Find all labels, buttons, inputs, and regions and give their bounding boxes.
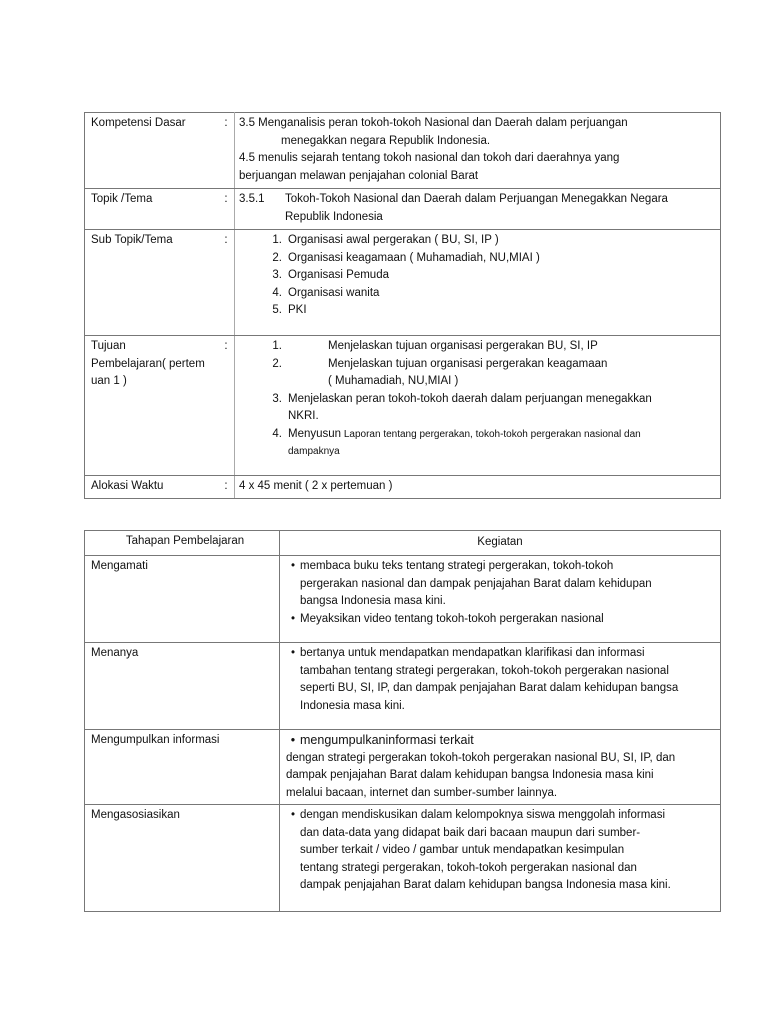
learning-activity-table [84,530,721,912]
activity-mengasosiasikan [280,805,721,912]
bullet-icon: • [290,733,296,747]
kd-2-line-2: berjuangan melawan penjajahan colonial Barat [239,169,479,182]
row-kompetensi-dasar [85,113,721,189]
value-tujuan-pembelajaran [235,336,721,476]
row-tujuan-pembelajaran [85,336,721,476]
list-item: • membaca buku teks tentang strategi pergerakan, tokoh-tokoh pergerakan nasional dan dampak penjajahan Barat dalam kehidupan bangsa Indonesia masa kini. [286,558,714,611]
list-item: 2. Organisasi keagamaan ( Muhamadiah, NU,MIAI ) [272,251,540,264]
header-kegiatan: Kegiatan [280,531,721,556]
table-row [85,730,721,805]
value-alokasi-waktu: 4 x 45 menit ( 2 x pertemuan ) [235,475,721,499]
label-topik-tema: Topik /Tema [85,189,219,230]
topik-number: 3.5.1 [239,193,265,205]
kd-1-line-1: 3.5 Menganalisis peran tokoh-tokoh Nasional dan Daerah dalam perjuangan [239,117,628,129]
value-sub-topik [235,230,721,336]
colon: : [218,189,235,230]
value-kompetensi-dasar [235,113,721,189]
list-item: 1. Menjelaskan tujuan organisasi pergerakan BU, SI, IP [272,340,598,352]
list-item: 3. Organisasi Pemuda [272,269,389,281]
list-item: 2. Menjelaskan tujuan organisasi pergerakan keagamaan ( Muhamadiah, NU,MIAI ) [272,357,608,387]
table-header-row [85,531,721,556]
stage-mengumpulkan-informasi: Mengumpulkan informasi [85,730,280,805]
topik-text-line-1: Tokoh-Tokoh Nasional dan Daerah dalam Perjuangan Menegakkan Negara [285,193,668,205]
table-row [85,805,721,912]
list-item: • mengumpulkaninformasi terkait [286,732,714,750]
list-item: 4. Menyusun Laporan tentang pergerakan, tokoh-tokoh pergerakan nasional dan dampaknya [272,427,641,457]
topik-text-line-2: Republik Indonesia [285,210,383,223]
header-tahapan: Tahapan Pembelajaran [85,531,280,556]
activity-menanya [280,643,721,730]
bullet-icon: • [290,560,296,572]
stage-mengamati: Mengamati [85,556,280,643]
list-item: 4. Organisasi wanita [272,286,380,299]
lesson-info-table [84,112,721,499]
row-sub-topik [85,230,721,336]
list-item: • dengan mendiskusikan dalam kelompoknya siswa menggolah informasi dan data-data yang didapat baik dari bacaan maupun dari sumber- sumber terkait / video / gambar untuk mendapatkan kesimpulan tentang strategi pergerakan, tokoh-tokoh pergerakan nasional dan dampak penjajahan Barat dalam kehidupan bangsa Indonesia masa kini. [286,807,714,895]
list-item: 3. Menjelaskan peran tokoh-tokoh daerah dalam perjuangan menegakkan NKRI. [272,392,652,422]
label-tujuan-pembelajaran: Tujuan Pembelajaran( pertem uan 1 ) [85,336,219,476]
stage-mengasosiasikan: Mengasosiasikan [85,805,280,912]
bullet-icon: • [290,612,296,625]
colon: : [218,336,235,476]
activity-mengamati [280,556,721,643]
bullet-icon: • [290,809,296,821]
colon: : [218,113,235,189]
row-topik-tema [85,189,721,230]
table-row [85,643,721,730]
list-item: 5. PKI [272,304,307,316]
stage-menanya: Menanya [85,643,280,730]
table-row [85,556,721,643]
label-kompetensi-dasar: Kompetensi Dasar [85,113,219,189]
bullet-icon: • [290,647,296,659]
label-sub-topik: Sub Topik/Tema [85,230,219,336]
list-item: • bertanya untuk mendapatkan mendapatkan klarifikasi dan informasi tambahan tentang strategi pergerakan, tokoh-tokoh pergerakan nasional seperti BU, SI, IP, dan dampak penjajahan Barat dalam kehidupan bangsa Indonesia masa kini. [286,645,714,715]
kd-1-line-2: menegakkan negara Republik Indonesia. [281,134,491,147]
list-item: • Meyaksikan video tentang tokoh-tokoh pergerakan nasional [286,611,714,629]
list-item: 1. Organisasi awal pergerakan ( BU, SI, IP ) [272,234,499,246]
activity-mengumpulkan-informasi: • mengumpulkaninformasi terkait dengan strategi pergerakan tokoh-tokoh pergerakan nasional BU, SI, IP, dan dampak penjajahan Barat dalam kehidupan bangsa Indonesia masa kini melalui bacaan, internet dan sumber-sumber lainnya. [280,730,721,805]
colon: : [218,475,235,499]
kd-2-line-1: 4.5 menulis sejarah tentang tokoh nasional dan tokoh dari daerahnya yang [239,152,620,164]
topik-item [239,191,720,226]
row-alokasi-waktu [85,475,721,499]
colon: : [218,230,235,336]
value-topik-tema [235,189,721,230]
label-alokasi-waktu: Alokasi Waktu [85,475,219,499]
